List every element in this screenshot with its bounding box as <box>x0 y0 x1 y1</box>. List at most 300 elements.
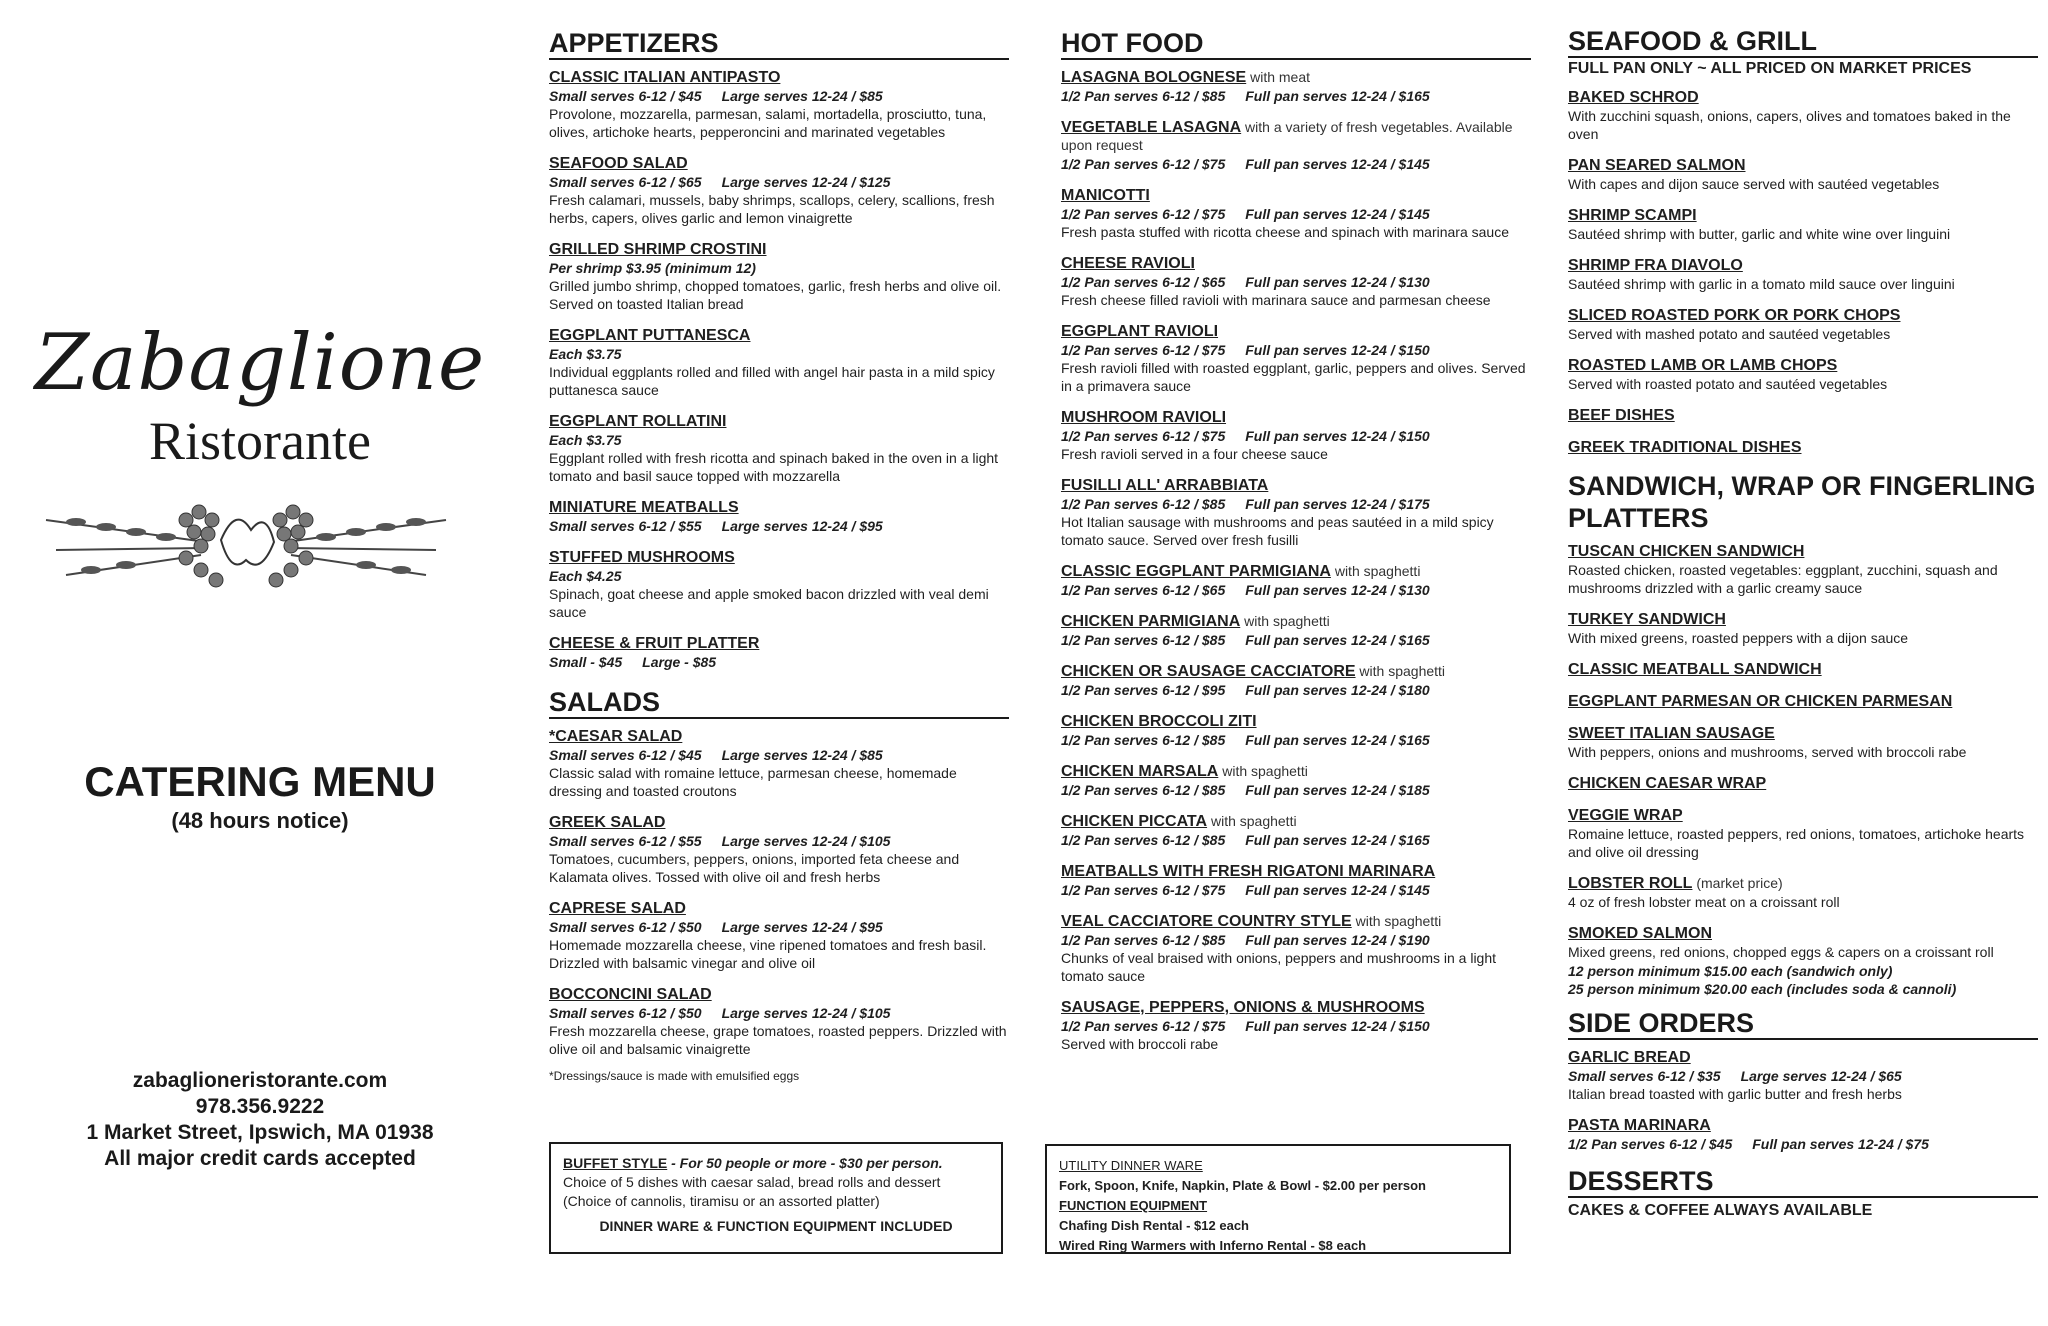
menu-item-description: Fresh ravioli filled with roasted eggplant, garlic, peppers and olives. Served in a primavera sauce <box>1061 360 1526 394</box>
menu-item-price-small: Small serves 6-12 / $50 <box>549 919 702 935</box>
menu-item-price-small: Small serves 6-12 / $45 <box>549 747 702 763</box>
menu-item <box>1061 862 1531 899</box>
function-equipment-heading: FUNCTION EQUIPMENT <box>1059 1198 1208 1213</box>
seafood-note: FULL PAN ONLY ~ ALL PRICED ON MARKET PRICES <box>1568 60 1972 77</box>
menu-item <box>549 727 1009 800</box>
menu-item-description: Hot Italian sausage with mushrooms and peas sautéed in a mild spicy tomato sauce. Served over fresh fusilli <box>1061 514 1494 548</box>
sides-list <box>1568 1048 2038 1153</box>
brand-panel <box>0 0 520 1326</box>
menu-item-prices <box>549 918 1009 936</box>
menu-item-name: CHICKEN PARMIGIANA <box>1061 613 1241 630</box>
menu-item-title <box>1568 156 2038 175</box>
salads-list <box>549 727 1009 1058</box>
menu-item-name: CLASSIC MEATBALL SANDWICH <box>1568 661 1822 678</box>
menu-item-extra: with spaghetti <box>1330 563 1421 579</box>
menu-item-price-large: Large serves 12-24 / $85 <box>721 88 883 104</box>
website-text: zabaglioneristorante.com <box>132 1069 388 1092</box>
menu-item-name: CHICKEN CAESAR WRAP <box>1568 775 1767 792</box>
menu-item-title <box>549 813 1009 832</box>
menu-item-title <box>1568 1116 2038 1135</box>
menu-item-extra: (market price) <box>1692 875 1783 891</box>
menu-item-price-large: Full pan serves 12-24 / $75 <box>1752 1136 1929 1152</box>
menu-item-description: Fresh mozzarella cheese, grape tomatoes, roasted peppers. Drizzled with olive oil and balsamic vinaigrette <box>549 1023 1007 1057</box>
menu-item-name: FUSILLI ALL' ARRABBIATA <box>1061 477 1269 494</box>
menu-item-extra: with spaghetti <box>1207 813 1297 829</box>
menu-item-title <box>1568 542 2038 561</box>
menu-item-price-large: Full pan serves 12-24 / $145 <box>1245 156 1430 172</box>
menu-item-title <box>1568 724 2038 743</box>
menu-item-name: EGGPLANT PARMESAN OR CHICKEN PARMESAN <box>1568 693 1953 710</box>
menu-item <box>1061 762 1531 799</box>
menu-item-title <box>549 68 1009 87</box>
menu-item <box>549 634 1009 671</box>
menu-item-title <box>1061 612 1531 631</box>
menu-item-name: SHRIMP SCAMPI <box>1568 207 1697 224</box>
menu-item-prices <box>549 832 1009 850</box>
menu-item-title <box>549 727 1009 746</box>
menu-item-name: EGGPLANT ROLLATINI <box>549 413 727 430</box>
menu-item-price-large: Full pan serves 12-24 / $180 <box>1245 682 1430 698</box>
menu-item-prices <box>549 87 1009 105</box>
menu-item-price-small: 1/2 Pan serves 6-12 / $95 <box>1061 682 1226 698</box>
menu-item-price-small: 1/2 Pan serves 6-12 / $75 <box>1061 428 1226 444</box>
menu-item-title <box>1568 406 2038 425</box>
payment-text: All major credit cards accepted <box>104 1147 416 1170</box>
menu-item <box>1061 612 1531 649</box>
menu-item-price-small: 1/2 Pan serves 6-12 / $65 <box>1061 582 1226 598</box>
menu-item-description: Tomatoes, cucumbers, peppers, onions, imported feta cheese and Kalamata olives. Tossed with olive oil and fresh herbs <box>549 851 960 885</box>
menu-item <box>1568 1048 2038 1103</box>
menu-item-description: With capes and dijon sauce served with sautéed vegetables <box>1568 176 1940 192</box>
menu-item-title <box>1568 660 2038 679</box>
menu-item-name: CHICKEN OR SAUSAGE CACCIATORE <box>1061 663 1356 680</box>
menu-item-extra: with a variety of fresh vegetables. Available upon request <box>1061 119 1513 153</box>
menu-item <box>549 412 1009 485</box>
menu-item-name: VEAL CACCIATORE COUNTRY STYLE <box>1061 913 1352 930</box>
menu-item <box>1568 806 2038 861</box>
appetizers-salads-column <box>549 28 1009 1083</box>
menu-item-price-large: Large serves 12-24 / $105 <box>721 833 891 849</box>
menu-item-price-small: 1/2 Pan serves 6-12 / $85 <box>1061 632 1226 648</box>
buffet-line-2: (Choice of cannolis, tiramisu or an assorted platter) <box>563 1193 880 1209</box>
menu-item-price-large: Full pan serves 12-24 / $130 <box>1245 274 1430 290</box>
menu-item-description: Served with mashed potato and sautéed vegetables <box>1568 326 1891 342</box>
restaurant-name: Zabaglione <box>34 318 486 408</box>
menu-item-price-large: Large - $85 <box>642 654 717 670</box>
menu-item-description: Grilled jumbo shrimp, chopped tomatoes, garlic, fresh herbs and olive oil. Served on toasted Italian bread <box>549 278 1002 312</box>
menu-item-price-small: Each $3.75 <box>549 432 622 448</box>
menu-item-price-large: Full pan serves 12-24 / $185 <box>1245 782 1430 798</box>
menu-item-name: MANICOTTI <box>1061 187 1150 204</box>
menu-item-title <box>1061 712 1531 731</box>
menu-item-name: SEAFOOD SALAD <box>549 155 688 172</box>
menu-item-name: PAN SEARED SALMON <box>1568 157 1746 174</box>
menu-item <box>549 899 1009 972</box>
menu-item-name: CHICKEN PICCATA <box>1061 813 1208 830</box>
utility-line-3: Wired Ring Warmers with Inferno Rental - $8 each <box>1059 1238 1367 1253</box>
menu-item-title <box>1568 438 2038 457</box>
menu-item-name: EGGPLANT PUTTANESCA <box>549 327 751 344</box>
menu-item-prices <box>1061 631 1531 649</box>
menu-item-name: VEGGIE WRAP <box>1568 807 1683 824</box>
menu-item-prices <box>1061 155 1531 173</box>
menu-item-price-small: 1/2 Pan serves 6-12 / $85 <box>1061 88 1226 104</box>
menu-item-prices <box>1061 781 1531 799</box>
menu-item-description: With mixed greens, roasted peppers with a dijon sauce <box>1568 630 1909 646</box>
menu-item-name: TUSCAN CHICKEN SANDWICH <box>1568 543 1805 560</box>
menu-item-description: Individual eggplants rolled and filled with angel hair pasta in a mild spicy puttanesca sauce <box>549 364 995 398</box>
menu-item-title <box>1061 562 1531 581</box>
menu-item-name: BEEF DISHES <box>1568 407 1675 424</box>
menu-item-description: 4 oz of fresh lobster meat on a croissant roll <box>1568 894 1840 910</box>
menu-item-description: Roasted chicken, roasted vegetables: eggplant, zucchini, squash and mushrooms drizzled with a garlic creamy sauce <box>1568 562 1998 596</box>
menu-item-price-large: Full pan serves 12-24 / $150 <box>1245 342 1430 358</box>
menu-item <box>1061 562 1531 599</box>
menu-item-name: GARLIC BREAD <box>1568 1049 1691 1066</box>
menu-item-prices <box>1061 341 1531 359</box>
menu-item-title <box>549 548 1009 567</box>
menu-item-title <box>1568 774 2038 793</box>
menu-item-title <box>1568 88 2038 107</box>
menu-item-prices <box>1568 1067 2038 1085</box>
menu-item-price-large: Full pan serves 12-24 / $175 <box>1245 496 1430 512</box>
menu-item-price-large: Full pan serves 12-24 / $165 <box>1245 632 1430 648</box>
menu-item-price-small: Small serves 6-12 / $50 <box>549 1005 702 1021</box>
phone-text: 978.356.9222 <box>195 1095 325 1118</box>
menu-item-title <box>549 154 1009 173</box>
menu-item-price-small: 1/2 Pan serves 6-12 / $85 <box>1061 496 1226 512</box>
menu-item-name: GRILLED SHRIMP CROSTINI <box>549 241 767 258</box>
menu-item-name: GREEK SALAD <box>549 814 666 831</box>
menu-item-price-large: Full pan serves 12-24 / $190 <box>1245 932 1430 948</box>
menu-item <box>1061 186 1531 241</box>
menu-item-name: CHICKEN BROCCOLI ZITI <box>1061 713 1257 730</box>
menu-item-prices <box>549 345 1009 363</box>
menu-item-price-large: Full pan serves 12-24 / $165 <box>1245 88 1430 104</box>
menu-item-name: ROASTED LAMB OR LAMB CHOPS <box>1568 357 1838 374</box>
salmon-note-1: 12 person minimum $15.00 each (sandwich only) <box>1568 963 1893 979</box>
menu-item <box>549 154 1009 227</box>
menu-item-title <box>1061 186 1531 205</box>
menu-item-extra: with meat <box>1246 69 1311 85</box>
menu-item <box>1061 712 1531 749</box>
menu-item-title <box>1568 610 2038 629</box>
menu-item-title <box>1568 692 2038 711</box>
salmon-notes <box>1568 962 2038 998</box>
buffet-line-1: Choice of 5 dishes with caesar salad, bread rolls and dessert <box>563 1174 941 1190</box>
menu-item-prices <box>1061 931 1531 949</box>
restaurant-subtitle: Ristorante <box>149 411 371 471</box>
seafood-sandwich-column <box>1568 26 2038 1230</box>
menu-item-title <box>1061 118 1531 155</box>
menu-item-price-large: Large serves 12-24 / $65 <box>1740 1068 1902 1084</box>
menu-item-description: Sautéed shrimp with garlic in a tomato mild sauce over linguini <box>1568 276 1955 292</box>
menu-item-extra: with spaghetti <box>1355 663 1446 679</box>
buffet-price-note: - For 50 people or more - $30 per person. <box>667 1155 943 1171</box>
menu-item-name: CHICKEN MARSALA <box>1061 763 1219 780</box>
menu-item-name: SAUSAGE, PEPPERS, ONIONS & MUSHROOMS <box>1061 999 1425 1016</box>
menu-item <box>1061 912 1531 985</box>
menu-item-name: SWEET ITALIAN SAUSAGE <box>1568 725 1775 742</box>
menu-item-name: *CAESAR SALAD <box>549 728 683 745</box>
menu-item-name: SLICED ROASTED PORK OR PORK CHOPS <box>1568 307 1901 324</box>
menu-item <box>549 240 1009 313</box>
menu-item-title <box>1061 762 1531 781</box>
menu-item-prices <box>1061 87 1531 105</box>
appetizers-heading: APPETIZERS <box>549 28 1009 60</box>
menu-item-prices <box>1568 1135 2038 1153</box>
menu-item-price-small: 1/2 Pan serves 6-12 / $45 <box>1568 1136 1733 1152</box>
menu-item <box>1061 322 1531 395</box>
grapes-wheat-illustration <box>36 480 456 600</box>
menu-item-name: MINIATURE MEATBALLS <box>549 499 739 516</box>
hot-food-heading: HOT FOOD <box>1061 28 1531 60</box>
menu-item <box>1061 476 1531 549</box>
menu-item-name: CLASSIC EGGPLANT PARMIGIANA <box>1061 563 1331 580</box>
utility-box <box>1045 1144 1511 1254</box>
menu-item-title <box>549 899 1009 918</box>
utility-line-2: Chafing Dish Rental - $12 each <box>1059 1218 1249 1233</box>
menu-item-prices <box>1061 681 1531 699</box>
menu-item-extra: with spaghetti <box>1351 913 1442 929</box>
menu-item <box>1568 356 2038 393</box>
salmon-note-2: 25 person minimum $20.00 each (includes soda & cannoli) <box>1568 981 1957 997</box>
menu-item-description: Fresh calamari, mussels, baby shrimps, scallops, celery, scallions, fresh herbs, capers, olives garlic and lemon vinaigrette <box>549 192 995 226</box>
menu-item-prices <box>549 431 1009 449</box>
menu-item-description: Italian bread toasted with garlic butter and fresh herbs <box>1568 1086 1902 1102</box>
appetizers-list <box>549 68 1009 671</box>
menu-item-price-small: 1/2 Pan serves 6-12 / $75 <box>1061 206 1226 222</box>
menu-item <box>549 985 1009 1058</box>
side-orders-heading: SIDE ORDERS <box>1568 1008 2038 1040</box>
menu-item-description: Fresh cheese filled ravioli with marinara sauce and parmesan cheese <box>1061 292 1491 308</box>
menu-item <box>1568 406 2038 425</box>
menu-item-title <box>1061 998 1531 1017</box>
menu-item-title <box>1061 912 1531 931</box>
menu-item-prices <box>1061 581 1531 599</box>
menu-item-title <box>549 634 1009 653</box>
menu-item-price-large: Large serves 12-24 / $95 <box>721 518 883 534</box>
menu-item-price-small: Each $3.75 <box>549 346 622 362</box>
menu-item <box>1061 662 1531 699</box>
menu-item-prices <box>549 517 1009 535</box>
menu-item-description: Homemade mozzarella cheese, vine ripened tomatoes and fresh basil. Drizzled with balsamic vinegar and olive oil <box>549 937 987 971</box>
menu-item-description: Classic salad with romaine lettuce, parmesan cheese, homemade dressing and toasted croutons <box>549 765 957 799</box>
menu-item-title <box>1568 924 2038 943</box>
menu-item-name: MUSHROOM RAVIOLI <box>1061 409 1227 426</box>
menu-item-title <box>549 240 1009 259</box>
desserts-heading: DESSERTS <box>1568 1166 2038 1198</box>
menu-item-prices <box>1061 831 1531 849</box>
menu-item <box>1568 660 2038 679</box>
menu-item-prices <box>1061 427 1531 445</box>
seafood-list <box>1568 88 2038 457</box>
menu-item-price-large: Large serves 12-24 / $105 <box>721 1005 891 1021</box>
hot-food-column <box>1061 28 1531 1066</box>
menu-item-name: STUFFED MUSHROOMS <box>549 549 735 566</box>
utility-heading: UTILITY DINNER WARE <box>1059 1158 1203 1173</box>
menu-item <box>1568 1116 2038 1153</box>
menu-item-title <box>1061 68 1531 87</box>
menu-item <box>1568 874 2038 911</box>
menu-item-prices <box>1061 731 1531 749</box>
menu-item-title <box>1568 306 2038 325</box>
menu-item-description: Provolone, mozzarella, parmesan, salami, mortadella, prosciutto, tuna, olives, artichoke hearts, pepperoncini and marinated vegetables <box>549 106 987 140</box>
menu-item-description: Romaine lettuce, roasted peppers, red onions, tomatoes, artichoke hearts and olive oil dressing <box>1568 826 2025 860</box>
menu-item-price-small: 1/2 Pan serves 6-12 / $65 <box>1061 274 1226 290</box>
menu-item-title <box>1061 254 1531 273</box>
menu-item-prices <box>549 567 1009 585</box>
menu-item-title <box>549 985 1009 1004</box>
menu-item-name: BOCCONCINI SALAD <box>549 986 712 1003</box>
menu-item <box>549 548 1009 621</box>
buffet-style-box <box>549 1142 1003 1254</box>
menu-item-price-large: Large serves 12-24 / $85 <box>721 747 883 763</box>
hot-food-list <box>1061 68 1531 1053</box>
menu-item-name: LOBSTER ROLL <box>1568 875 1693 892</box>
menu-item <box>1568 692 2038 711</box>
menu-item-title <box>1061 812 1531 831</box>
menu-item-title <box>1061 322 1531 341</box>
notice-text: (48 hours notice) <box>171 808 349 833</box>
menu-item-title <box>549 326 1009 345</box>
menu-item <box>1568 724 2038 761</box>
menu-item-price-large: Full pan serves 12-24 / $165 <box>1245 732 1430 748</box>
menu-item <box>549 813 1009 886</box>
menu-item-name: VEGETABLE LASAGNA <box>1061 119 1242 136</box>
catering-menu-title: CATERING MENU <box>84 758 436 805</box>
menu-item <box>1568 438 2038 457</box>
menu-item-title <box>549 412 1009 431</box>
menu-item-prices <box>549 173 1009 191</box>
menu-item-price-small: Per shrimp $3.95 (minimum 12) <box>549 260 756 276</box>
menu-item-name: CHEESE & FRUIT PLATTER <box>549 635 760 652</box>
menu-item-price-large: Full pan serves 12-24 / $130 <box>1245 582 1430 598</box>
menu-item <box>1061 998 1531 1053</box>
menu-item <box>1061 812 1531 849</box>
menu-item <box>1568 610 2038 647</box>
menu-item-price-small: 1/2 Pan serves 6-12 / $75 <box>1061 156 1226 172</box>
menu-item-extra: with spaghetti <box>1218 763 1308 779</box>
menu-item-description: Chunks of veal braised with onions, peppers and mushrooms in a light tomato sauce <box>1061 950 1497 984</box>
menu-item-name: EGGPLANT RAVIOLI <box>1061 323 1219 340</box>
menu-item <box>1568 256 2038 293</box>
menu-item-price-small: Small serves 6-12 / $65 <box>549 174 702 190</box>
buffet-heading: BUFFET STYLE <box>563 1155 668 1171</box>
sandwich-list <box>1568 542 2038 961</box>
menu-item-description: Served with roasted potato and sautéed vegetables <box>1568 376 1888 392</box>
menu-item-name: TURKEY SANDWICH <box>1568 611 1726 628</box>
menu-item-price-large: Full pan serves 12-24 / $150 <box>1245 1018 1430 1034</box>
contact-block <box>0 1068 520 1172</box>
menu-item-price-large: Full pan serves 12-24 / $145 <box>1245 206 1430 222</box>
menu-item-price-small: 1/2 Pan serves 6-12 / $75 <box>1061 882 1226 898</box>
menu-item <box>1568 306 2038 343</box>
menu-item-price-small: 1/2 Pan serves 6-12 / $85 <box>1061 932 1226 948</box>
menu-item-name: CAPRESE SALAD <box>549 900 686 917</box>
menu-item-title <box>549 498 1009 517</box>
menu-item-title <box>1061 408 1531 427</box>
menu-item-description: With zucchini squash, onions, capers, olives and tomatoes baked in the oven <box>1568 108 2011 142</box>
menu-item <box>549 68 1009 141</box>
menu-item-name: BAKED SCHROD <box>1568 89 1699 106</box>
menu-item-price-small: Each $4.25 <box>549 568 622 584</box>
menu-item-title <box>1568 206 2038 225</box>
menu-item-prices <box>549 259 1009 277</box>
menu-item-description: Mixed greens, red onions, chopped eggs & capers on a croissant roll <box>1568 944 1994 960</box>
menu-item-price-small: 1/2 Pan serves 6-12 / $75 <box>1061 1018 1226 1034</box>
menu-item-title <box>1061 476 1531 495</box>
menu-item-prices <box>1061 273 1531 291</box>
menu-item <box>549 326 1009 399</box>
menu-item-prices <box>549 653 1009 671</box>
sandwich-heading: SANDWICH, WRAP OR FINGERLING PLATTERS <box>1568 471 2036 533</box>
menu-item-name: MEATBALLS WITH FRESH RIGATONI MARINARA <box>1061 863 1436 880</box>
menu-item <box>1568 88 2038 143</box>
menu-item <box>1568 774 2038 793</box>
menu-item-name: PASTA MARINARA <box>1568 1117 1711 1134</box>
menu-item-name: SHRIMP FRA DIAVOLO <box>1568 257 1743 274</box>
utility-line-1: Fork, Spoon, Knife, Napkin, Plate & Bowl - $2.00 per person <box>1059 1178 1426 1193</box>
menu-item-name: CHEESE RAVIOLI <box>1061 255 1195 272</box>
menu-item <box>1568 156 2038 193</box>
menu-item <box>1568 924 2038 961</box>
menu-item-price-small: 1/2 Pan serves 6-12 / $85 <box>1061 782 1226 798</box>
menu-item-price-small: Small serves 6-12 / $55 <box>549 833 702 849</box>
menu-item-prices <box>1061 205 1531 223</box>
menu-item-price-large: Large serves 12-24 / $125 <box>721 174 891 190</box>
menu-item-description: Fresh ravioli served in a four cheese sauce <box>1061 446 1328 462</box>
menu-item-price-small: Small serves 6-12 / $35 <box>1568 1068 1721 1084</box>
menu-item-title <box>1568 356 2038 375</box>
menu-item-price-small: Small serves 6-12 / $55 <box>549 518 702 534</box>
menu-item-price-small: Small serves 6-12 / $45 <box>549 88 702 104</box>
menu-item <box>549 498 1009 535</box>
menu-item <box>1061 254 1531 309</box>
menu-item-description: Spinach, goat cheese and apple smoked bacon drizzled with veal demi sauce <box>549 586 989 620</box>
menu-item-title <box>1061 662 1531 681</box>
menu-item-prices <box>1061 495 1531 513</box>
menu-item-description: Eggplant rolled with fresh ricotta and spinach baked in the oven in a light tomato and basil sauce topped with mozzarella <box>549 450 999 484</box>
menu-item-title <box>1568 874 2038 893</box>
menu-item-description: With peppers, onions and mushrooms, served with broccoli rabe <box>1568 744 1967 760</box>
salads-heading: SALADS <box>549 687 1009 719</box>
menu-item-price-large: Full pan serves 12-24 / $145 <box>1245 882 1430 898</box>
menu-item-prices <box>549 746 1009 764</box>
menu-item <box>1568 542 2038 597</box>
menu-item <box>1568 206 2038 243</box>
desserts-note: CAKES & COFFEE ALWAYS AVAILABLE <box>1568 1202 1873 1219</box>
menu-item-prices <box>549 1004 1009 1022</box>
menu-item-description: Served with broccoli rabe <box>1061 1036 1219 1052</box>
menu-item-title <box>1568 1048 2038 1067</box>
menu-item-name: CLASSIC ITALIAN ANTIPASTO <box>549 69 781 86</box>
menu-item-title <box>1568 256 2038 275</box>
menu-item <box>1061 408 1531 463</box>
menu-item-price-small: Small - $45 <box>549 654 623 670</box>
menu-item-title <box>1061 862 1531 881</box>
menu-item-title <box>1568 806 2038 825</box>
menu-item-prices <box>1061 881 1531 899</box>
menu-item <box>1061 118 1531 173</box>
menu-item-name: SMOKED SALMON <box>1568 925 1712 942</box>
menu-item-price-small: 1/2 Pan serves 6-12 / $85 <box>1061 732 1226 748</box>
menu-item-price-large: Large serves 12-24 / $95 <box>721 919 883 935</box>
menu-item-price-large: Full pan serves 12-24 / $165 <box>1245 832 1430 848</box>
address-text: 1 Market Street, Ipswich, MA 01938 <box>86 1121 434 1144</box>
menu-item-description: Sautéed shrimp with butter, garlic and white wine over linguini <box>1568 226 1951 242</box>
menu-item <box>1061 68 1531 105</box>
